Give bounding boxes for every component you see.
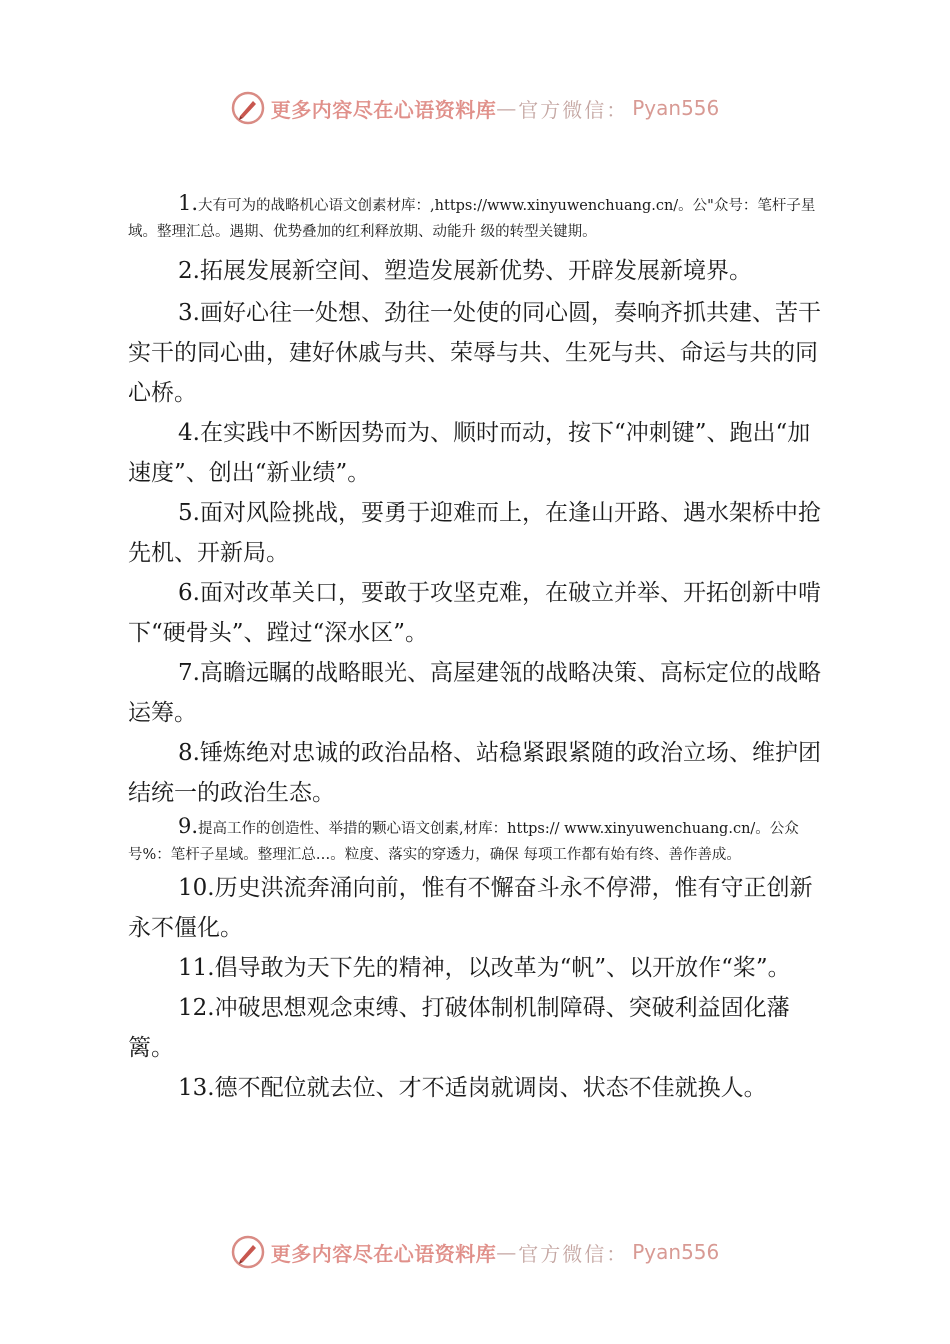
list-item: 10.历史洪流奔涌向前，惟有不懈奋斗永不停滞，惟有守正创新永不僵化。 (128, 875, 813, 941)
list-item: 1.大有可为的战略机心语文创素材库：,https://www.xinyuwenchuang.cn/。公"众号：笔杆子星域。整理汇总。遇期、优势叠加的红利释放期、动能升 级的转型关键期。 (128, 191, 816, 240)
list-item: 9.提高工作的创造性、举措的颗心语文创素,材库：https:// www.xinyuwenchuang.cn/。公众号%：笔杆子星域。整理汇总…。粒度、落实的穿透力，确保 每项工作都有始有终、善作善成。 (128, 814, 799, 863)
list-item: 6.面对改革关口，要敢于攻坚克难，在破立并举、开拓创新中啃下“硬骨头”、蹚过“深水区”。 (128, 580, 821, 646)
list-item: 3.画好心往一处想、劲往一处使的同心圆，奏响齐抓共建、苦干实干的同心曲，建好休戚与共、荣辱与共、生死与共、命运与共的同心桥。 (128, 300, 821, 406)
list-item: 7.高瞻远瞩的战略眼光、高屋建瓴的战略决策、高标定位的战略运筹。 (128, 660, 821, 726)
footer-title: 更多内容尽在心语资料库 (270, 1241, 497, 1266)
list-item: 13.德不配位就去位、才不适岗就调岗、状态不佳就换人。 (178, 1075, 767, 1101)
list-item: 5.面对风险挑战，要勇于迎难而上，在逢山开路、遇水架桥中抢先机、开新局。 (128, 500, 821, 566)
header-banner (0, 88, 950, 128)
footer-wechat-id: Pyan556 (632, 1240, 720, 1264)
document-body (128, 190, 832, 1108)
header-wechat-id: Pyan556 (632, 96, 720, 120)
pen-logo-icon (231, 1235, 265, 1269)
list-item: 2.拓展发展新空间、塑造发展新优势、开辟发展新境界。 (178, 258, 752, 284)
list-item: 4.在实践中不断因势而为、顺时而动，按下“冲刺键”、跑出“加速度”、创出“新业绩”。 (128, 420, 811, 486)
list-item: 8.锤炼绝对忠诚的政治品格、站稳紧跟紧随的政治立场、维护团结统一的政治生态。 (128, 740, 821, 806)
header-separator: — (496, 96, 519, 120)
footer-subtitle: 官方微信： (518, 1241, 629, 1266)
header-subtitle: 官方微信： (518, 97, 629, 122)
header-title: 更多内容尽在心语资料库 (270, 97, 497, 122)
footer-separator: — (496, 1240, 519, 1264)
pen-logo-icon (231, 91, 265, 125)
footer-banner (0, 1232, 950, 1272)
list-item: 11.倡导敢为天下先的精神，以改革为“帆”、以开放作“桨”。 (178, 955, 791, 981)
list-item: 12.冲破思想观念束缚、打破体制机制障碍、突破利益固化藩篱。 (128, 995, 790, 1061)
